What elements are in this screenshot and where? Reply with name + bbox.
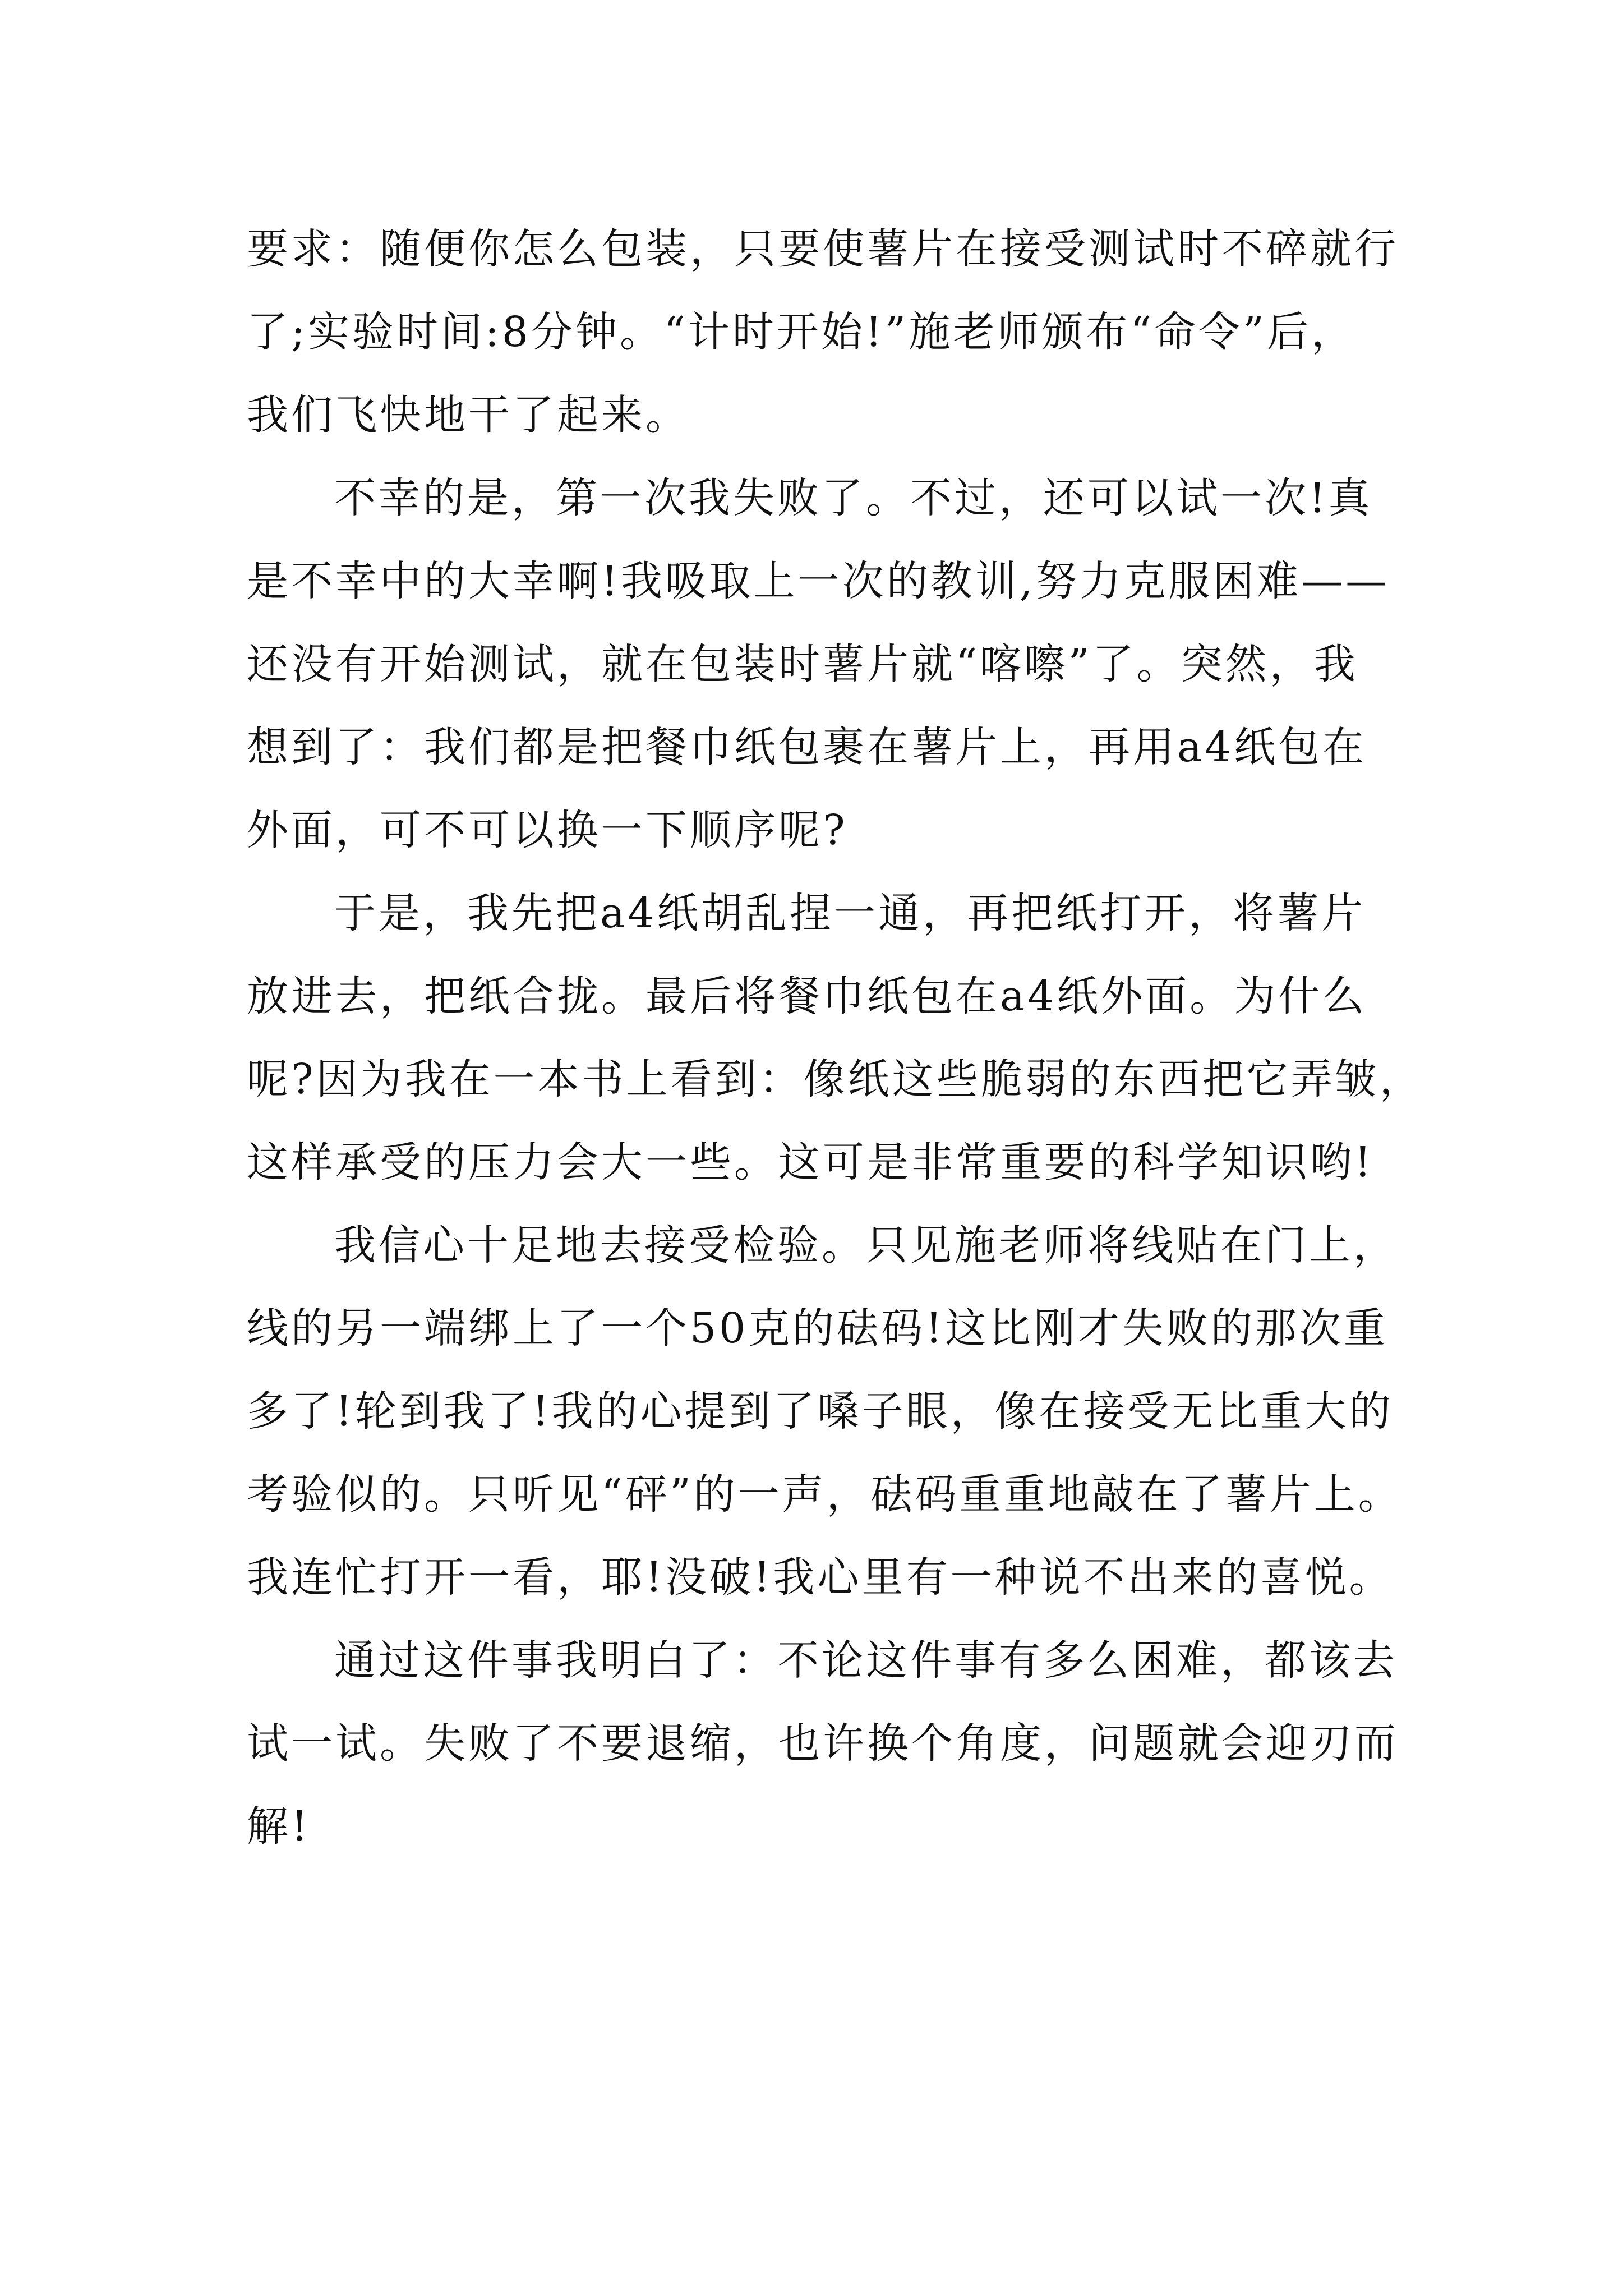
paragraph-first-line: 通过这件事我明白了：不论这件事有多么困难，都该去 bbox=[334, 1636, 1398, 1685]
text-line: 试一试。失败了不要退缩，也许换个角度，问题就会迎刃而 bbox=[247, 1719, 1399, 1768]
text-line: 还没有开始测试，就在包装时薯片就“喀嚓”了。突然，我 bbox=[247, 640, 1358, 688]
text-line: 是不幸中的大幸啊!我吸取上一次的教训,努力克服困难—— bbox=[247, 557, 1390, 605]
paragraph-first-line: 我信心十足地去接受检验。只见施老师将线贴在门上， bbox=[334, 1221, 1398, 1269]
text-line: 了;实验时间:8分钟。“计时开始!”施老师颁布“命令”后， bbox=[247, 308, 1356, 356]
document-body bbox=[247, 208, 1424, 1868]
text-line: 外面，可不可以换一下顺序呢? bbox=[247, 806, 848, 854]
paragraph-first-line: 不幸的是，第一次我失败了。不过，还可以试一次!真 bbox=[334, 474, 1373, 522]
text-line: 呢?因为我在一本书上看到：像纸这些脆弱的东西把它弄皱， bbox=[247, 1055, 1424, 1103]
text-line: 想到了：我们都是把餐巾纸包裹在薯片上，再用a4纸包在 bbox=[247, 723, 1367, 771]
text-line: 这样承受的压力会大一些。这可是非常重要的科学知识哟! bbox=[247, 1138, 1374, 1186]
text-line: 我们飞快地干了起来。 bbox=[247, 391, 690, 439]
text-line: 放进去，把纸合拢。最后将餐巾纸包在a4纸外面。为什么 bbox=[247, 972, 1367, 1020]
text-line: 我连忙打开一看，耶!没破!我心里有一种说不出来的喜悦。 bbox=[247, 1553, 1394, 1602]
text-line: 解! bbox=[247, 1802, 311, 1851]
text-line: 要求：随便你怎么包装，只要使薯片在接受测试时不碎就行 bbox=[247, 225, 1399, 273]
text-line: 线的另一端绑上了一个50克的砝码!这比刚才失败的那次重 bbox=[247, 1304, 1388, 1352]
text-line: 考验似的。只听见“砰”的一声，砝码重重地敲在了薯片上。 bbox=[247, 1470, 1403, 1519]
paragraph-first-line: 于是，我先把a4纸胡乱捏一通，再把纸打开，将薯片 bbox=[334, 889, 1366, 937]
text-line: 多了!轮到我了!我的心提到了嗓子眼，像在接受无比重大的 bbox=[247, 1387, 1394, 1435]
